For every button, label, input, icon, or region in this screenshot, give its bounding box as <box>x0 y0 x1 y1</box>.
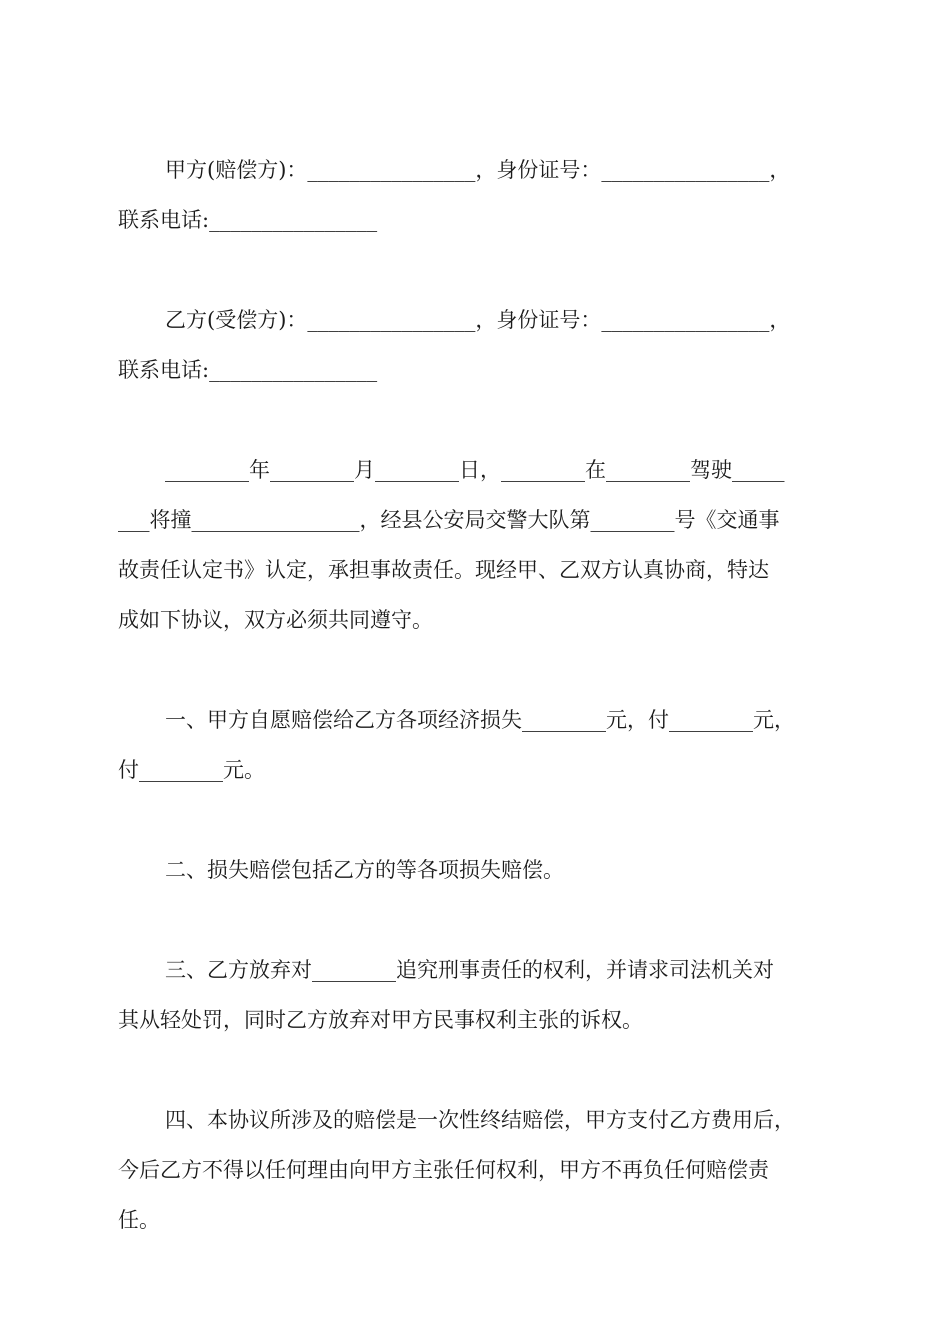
intro-line-2: ___将撞________________，经县公安局交警大队第________号《交通事 <box>118 508 780 532</box>
party-a-line-1: 甲方(赔偿方)：________________，身份证号：________________， <box>165 158 791 182</box>
clause-4-line-2: 今后乙方不得以任何理由向甲方主张任何权利，甲方不再负任何赔偿责 <box>118 1158 769 1182</box>
clause-3-line-2: 其从轻处罚，同时乙方放弃对甲方民事权利主张的诉权。 <box>118 1008 643 1032</box>
clause-1-line-1: 一、甲方自愿赔偿给乙方各项经济损失________元，付________元， <box>165 708 795 732</box>
intro-line-3: 故责任认定书》认定，承担事故责任。现经甲、乙双方认真协商，特达 <box>118 558 769 582</box>
clause-1-line-2: 付________元。 <box>118 758 265 782</box>
intro-line-4: 成如下协议，双方必须共同遵守。 <box>118 608 433 632</box>
party-a-line-2: 联系电话:________________ <box>118 208 378 232</box>
party-b-line-2: 联系电话:________________ <box>118 358 378 382</box>
clause-3-line-1: 三、乙方放弃对________追究刑事责任的权利，并请求司法机关对 <box>165 958 774 982</box>
clause-4-line-3: 任。 <box>118 1208 160 1232</box>
intro-line-1: ________年________月________日，________在________驾驶_____ <box>165 458 785 482</box>
clause-2-line-1: 二、损失赔偿包括乙方的等各项损失赔偿。 <box>165 858 564 882</box>
clause-4-line-1: 四、本协议所涉及的赔偿是一次性终结赔偿，甲方支付乙方费用后， <box>165 1108 795 1132</box>
party-b-line-1: 乙方(受偿方)：________________，身份证号：________________， <box>165 308 791 332</box>
